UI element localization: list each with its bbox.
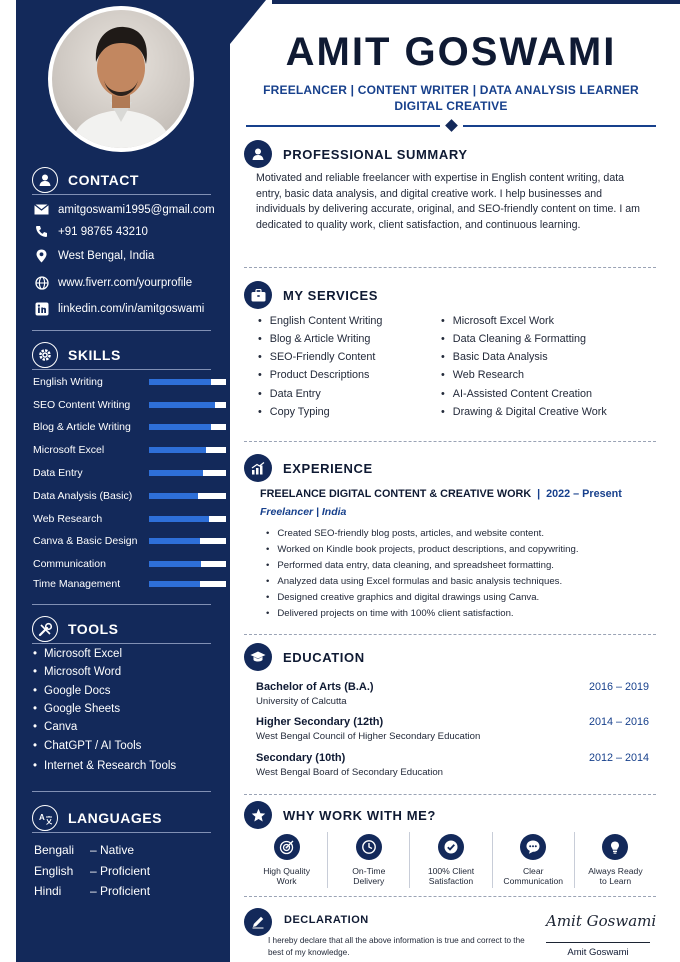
language-level: – Proficient [90,884,151,898]
education-degree: Higher Secondary (12th) [256,716,384,728]
languages-header [32,805,162,831]
star-icon [244,801,272,829]
skill-name: Canva & Basic Design [33,535,138,547]
contact-header [32,167,139,193]
role-line-2: DIGITAL CREATIVE [394,99,508,113]
section-divider [244,441,656,442]
service-item: • Basic Data Analysis [441,351,548,363]
language-row [34,884,150,898]
language-level: – Proficient [90,864,151,878]
section-divider [244,794,656,795]
skill-name: Data Entry [33,467,83,479]
job-title-line [260,488,622,500]
skill-row [33,398,213,412]
declaration-title: DECLARATION [284,914,369,926]
clock-icon [356,834,382,860]
language-name: English [34,864,74,878]
language-name: Hindi [34,884,62,898]
skill-name: English Writing [33,376,103,388]
skill-name: Data Analysis (Basic) [33,490,133,502]
mail-icon [34,202,49,217]
globe-icon [34,275,49,290]
tool-item: • ChatGPT / AI Tools [33,740,141,752]
education-years: 2014 – 2016 [588,716,649,728]
linkedin-icon [34,301,49,316]
role-line-1: FREELANCER | CONTENT WRITER | DATA ANALYSIS LEARNER [263,83,639,97]
skill-name: SEO Content Writing [33,399,131,411]
declaration-text: I hereby declare that all the above information is true and correct to the best of my knowledge. [268,936,525,957]
lightbulb-icon [602,834,628,860]
skill-bar [149,581,226,587]
skill-bar [149,379,226,385]
why-label [263,866,310,886]
skill-row [33,489,213,503]
education-degree: Bachelor of Arts (B.A.) [256,681,374,693]
skill-bar-fill [149,470,203,476]
service-item: • Web Research [441,369,524,381]
tools-header [32,616,118,642]
divider [32,330,211,331]
skill-bar-fill [149,493,198,499]
skill-row [33,443,213,457]
tools-title: TOOLS [68,621,119,637]
skills-header [32,342,121,368]
skill-bar [149,516,226,522]
why-item [328,832,410,888]
why-label [428,866,474,886]
service-item: • AI-Assisted Content Creation [441,388,592,400]
skill-bar-fill [149,402,215,408]
divider [32,194,211,195]
header-diamond [445,119,458,132]
contact-phone[interactable] [34,224,148,239]
tools-icon [32,616,58,642]
contact-website[interactable] [34,275,192,290]
job-title-separator: | [537,488,541,500]
skill-bar-fill [149,538,200,544]
divider [32,643,211,644]
divider [32,791,211,792]
signature-line [546,942,650,943]
experience-bullet: • Performed data entry, data cleaning, and spreadsheet formatting. [266,560,554,571]
education-school: West Bengal Board of Secondary Education [256,767,444,778]
education-years: 2016 – 2019 [588,681,649,693]
languages-title: LANGUAGES [68,810,162,826]
phone-text: +91 98765 43210 [58,225,148,238]
skill-bar [149,470,226,476]
skill-name: Communication [33,558,106,570]
check-badge-icon [438,834,464,860]
website-link: www.fiverr.com/yourprofile [58,276,193,289]
language-name: Bengali [34,843,75,857]
contact-linkedin[interactable] [34,301,204,316]
education-school: West Bengal Council of Higher Secondary Education [256,731,481,742]
skill-bar-fill [149,516,209,522]
signature: Amit Goswami [546,912,657,930]
header-line-left [246,125,440,127]
skill-name: Blog & Article Writing [33,421,131,433]
top-accent-bar [272,0,680,4]
phone-icon [34,224,49,239]
service-item: • Drawing & Digital Creative Work [441,406,607,418]
job-title: FREELANCE DIGITAL CONTENT & CREATIVE WORK [260,488,532,500]
education-title: EDUCATION [283,649,365,665]
skill-bar [149,538,226,544]
why-label [503,866,563,886]
person-icon [244,140,272,168]
service-item: • SEO-Friendly Content [258,351,375,363]
service-item: • Microsoft Excel Work [441,315,554,327]
job-period: 2022 – Present [546,488,622,500]
header-line-right [463,125,656,127]
summary-title: PROFESSIONAL SUMMARY [283,146,468,162]
skill-name: Microsoft Excel [33,444,105,456]
experience-bullet: • Delivered projects on time with 100% client satisfaction. [266,608,514,619]
services-title: MY SERVICES [283,287,378,303]
skill-bar-fill [149,561,201,567]
language-level: – Native [90,843,135,857]
why-label [352,866,385,886]
why-label-line: 100% Client [427,866,475,876]
services-header [244,281,378,309]
why-header [244,801,436,829]
contact-email[interactable] [34,202,215,217]
graduation-cap-icon [244,643,272,671]
skills-title: SKILLS [68,347,121,363]
gear-icon [32,342,58,368]
experience-bullet: • Designed creative graphics and digital drawings using Canva. [266,592,539,603]
skill-row [33,512,213,526]
profile-photo-frame [48,6,194,152]
skill-row [33,420,213,434]
why-label-line: High Quality [263,866,310,876]
experience-header [244,454,373,482]
why-label-line: to Learn [599,876,632,886]
tool-item: • Microsoft Excel [33,648,122,660]
role-subtitle [246,82,656,114]
sidebar [16,0,230,962]
education-years: 2012 – 2014 [588,752,649,764]
signed-name: Amit Goswami [567,947,629,958]
tool-item: • Google Sheets [33,703,120,715]
svg-text:A: A [38,812,45,822]
skill-bar [149,447,226,453]
why-row [246,832,656,888]
education-school: University of Calcutta [256,696,347,707]
pen-icon [244,908,272,936]
skill-row [33,375,213,389]
profile-photo [52,10,190,148]
skill-row [33,466,213,480]
skill-bar [149,493,226,499]
education-degree: Secondary (10th) [256,752,346,764]
skill-bar-fill [149,379,211,385]
why-label-line: Work [276,876,297,886]
divider [32,832,211,833]
chat-bubble-icon [520,834,546,860]
skill-bar-fill [149,581,200,587]
experience-bullet: • Analyzed data using Excel formulas and basic analysis techniques. [266,576,562,587]
service-item: • Product Descriptions [258,369,369,381]
service-item: • Data Entry [258,388,321,400]
person-icon [32,167,58,193]
candidate-name: AMIT GOSWAMI [285,30,617,74]
email-text: amitgoswami1995@gmail.com [58,203,215,216]
skill-row [33,534,213,548]
why-label-line: Delivery [353,876,385,886]
service-item: • Copy Typing [258,406,330,418]
skill-bar-fill [149,424,211,430]
summary-header [244,140,468,168]
language-row [34,864,150,878]
target-icon [274,834,300,860]
why-label-line: Clear [522,866,544,876]
tool-item: • Google Docs [33,685,111,697]
skill-bar [149,424,226,430]
skill-name: Web Research [33,513,103,525]
skill-row [33,557,213,571]
skill-bar [149,561,226,567]
contact-title: CONTACT [68,172,139,188]
service-item: • English Content Writing [258,315,382,327]
summary-text: Motivated and reliable freelancer with expertise in English content writing, data entry, basic data analysis, and digital creative work. I help businesses and individuals by delivering accurate, original, and SEO-friendly content on time. I am dedicated to quality work, client satisfaction, and continuous learning. [256,172,640,231]
why-label-line: Always Ready [588,866,643,876]
location-text: West Bengal, India [58,249,155,262]
skill-bar-fill [149,447,206,453]
tool-item: • Microsoft Word [33,666,121,678]
chart-icon [244,454,272,482]
service-item: • Blog & Article Writing [258,333,370,345]
tool-item: • Internet & Research Tools [33,760,176,772]
language-row [34,843,134,857]
experience-bullet: • Worked on Kindle book projects, product descriptions, and copywriting. [266,544,578,555]
translate-icon [32,805,58,831]
experience-bullet: • Created SEO-friendly blog posts, articles, and website content. [266,528,544,539]
tool-item: • Canva [33,721,77,733]
skill-bar [149,402,226,408]
linkedin-link: linkedin.com/in/amitgoswami [58,302,205,315]
why-label [588,866,642,886]
job-organization: Freelancer | India [260,506,347,518]
section-divider [244,267,656,268]
divider [32,604,211,605]
skill-row [33,577,213,591]
section-divider [244,896,656,897]
why-title: WHY WORK WITH ME? [283,807,436,823]
contact-location [34,248,154,263]
education-header [244,643,365,671]
why-label-line: Communication [503,876,564,886]
divider [32,369,211,370]
service-item: • Data Cleaning & Formatting [441,333,586,345]
why-label-line: On-Time [352,866,386,876]
why-item [493,832,575,888]
why-item [575,832,656,888]
briefcase-icon [244,281,272,309]
skill-name: Time Management [33,578,121,590]
section-divider [244,634,656,635]
location-pin-icon [34,248,49,263]
why-item [410,832,492,888]
why-item [246,832,328,888]
why-label-line: Satisfaction [428,876,474,886]
experience-title: EXPERIENCE [283,460,373,476]
